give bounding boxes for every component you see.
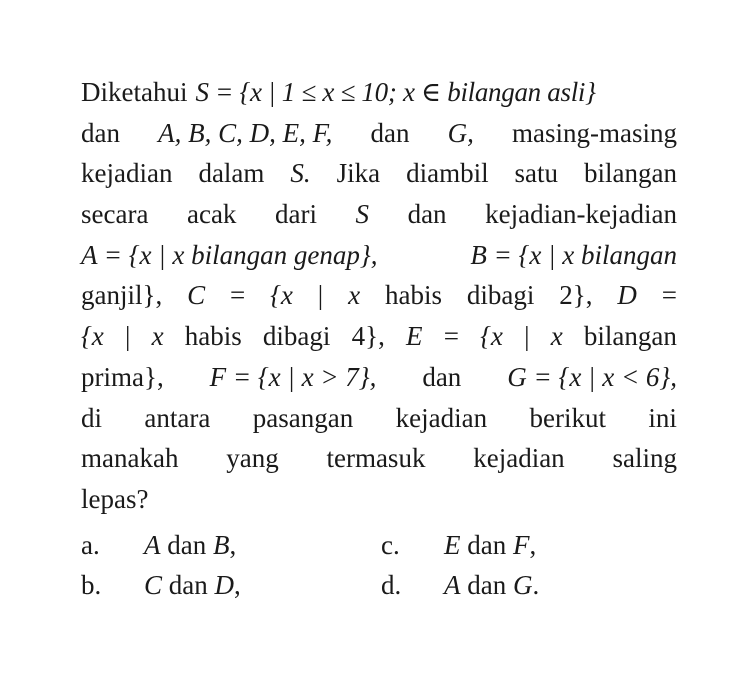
set-s: S. — [290, 158, 311, 189]
question-line-3 — [81, 153, 677, 194]
word: Diketahui — [81, 77, 188, 107]
event-g: G, — [447, 117, 474, 148]
word: dalam — [198, 158, 265, 189]
punctuation: , — [529, 530, 537, 560]
word: diambil — [406, 158, 489, 189]
options-row-2 — [81, 565, 681, 605]
event-label: D — [214, 570, 234, 600]
question-line-7 — [81, 316, 677, 357]
event-label: B — [212, 530, 230, 560]
word: bilangan — [583, 321, 677, 352]
event-d: D — [617, 280, 637, 311]
punctuation: , — [234, 570, 241, 600]
symbol: = — [443, 321, 459, 352]
symbol: = — [230, 280, 246, 311]
question-line-10 — [81, 438, 677, 479]
question-line-2 — [81, 113, 677, 154]
word: dari — [274, 199, 317, 230]
word: dan — [81, 117, 120, 148]
options-row-1 — [81, 525, 681, 565]
event-list: A, B, C, D, E, F, — [158, 117, 333, 148]
symbol: {x — [81, 321, 104, 352]
question-text — [81, 72, 677, 520]
word: kejadian — [395, 402, 488, 433]
word: kejadian-kejadian — [485, 199, 677, 230]
word: ini — [648, 402, 677, 433]
event-label: A — [144, 530, 161, 560]
option-text — [144, 525, 236, 565]
option-text — [444, 525, 536, 565]
symbol: x — [348, 280, 361, 311]
word: kejadian — [473, 443, 565, 474]
event-label: G — [512, 570, 533, 600]
option-letter: d. — [381, 570, 402, 600]
word: lepas? — [81, 483, 149, 514]
option-c[interactable] — [381, 525, 681, 565]
symbol: | — [524, 321, 530, 352]
word: pasangan — [252, 402, 354, 433]
event-f-definition: F = {x | x > 7}, — [209, 361, 377, 392]
option-letter: c. — [381, 530, 400, 560]
word: saling — [612, 443, 677, 474]
event-label: F — [512, 530, 530, 560]
option-a[interactable] — [81, 525, 381, 565]
word: dibagi — [466, 280, 535, 311]
word: kejadian — [81, 158, 173, 189]
event-label: E — [444, 530, 461, 560]
question-line-1 — [81, 72, 677, 113]
option-letter: b. — [81, 570, 102, 600]
option-text — [144, 565, 241, 605]
set-s-definition: S = {x | 1 ≤ x ≤ 10; x ∈ bilangan asli} — [195, 77, 596, 107]
symbol: | — [124, 321, 131, 352]
event-e: E — [406, 321, 423, 352]
word: 2}, — [559, 280, 593, 311]
event-label: A — [444, 570, 461, 600]
word: prima}, — [81, 361, 164, 392]
word: dan — [422, 361, 462, 392]
symbol: x — [151, 321, 164, 352]
question-line-8 — [81, 357, 677, 398]
connector: dan — [168, 570, 208, 600]
word: di — [81, 402, 103, 433]
punctuation: . — [532, 570, 540, 600]
option-b[interactable] — [81, 565, 381, 605]
connector: dan — [467, 530, 507, 560]
word: dan — [370, 117, 410, 148]
connector: dan — [467, 570, 507, 600]
event-a-definition: A = {x | x bilangan genap}, — [81, 239, 378, 270]
word: bilangan — [584, 158, 677, 189]
word: habis — [184, 321, 242, 352]
set-s: S — [355, 199, 370, 230]
event-g-definition: G = {x | x < 6}, — [507, 361, 677, 392]
question-line-6 — [81, 275, 677, 316]
event-b-definition: B = {x | x bilangan — [470, 239, 677, 270]
question-line-4 — [81, 194, 677, 235]
word: termasuk — [326, 443, 426, 474]
event-c: C — [187, 280, 206, 311]
option-letter: a. — [81, 530, 100, 560]
connector: dan — [167, 530, 207, 560]
word: berikut — [529, 402, 607, 433]
word: masing-masing — [511, 117, 677, 148]
punctuation: , — [229, 530, 237, 560]
event-label: C — [144, 570, 163, 600]
word: habis — [384, 280, 442, 311]
word: 4}, — [351, 321, 385, 352]
question-line-11 — [81, 479, 677, 520]
option-d[interactable] — [381, 565, 681, 605]
word: antara — [144, 402, 211, 433]
word: acak — [186, 199, 237, 230]
word: secara — [81, 199, 149, 230]
question-line-9 — [81, 398, 677, 439]
answer-options — [81, 525, 681, 605]
symbol: {x — [480, 321, 503, 352]
symbol: {x — [270, 280, 293, 311]
word: dibagi — [262, 321, 331, 352]
symbol: | — [317, 280, 324, 311]
word: ganjil}, — [81, 280, 163, 311]
question-line-5 — [81, 235, 677, 276]
word: satu — [514, 158, 559, 189]
symbol: = — [661, 280, 677, 311]
symbol: x — [550, 321, 563, 352]
word: dan — [407, 199, 447, 230]
word: Jika — [336, 158, 381, 189]
word: manakah — [81, 443, 179, 474]
word: yang — [226, 443, 279, 474]
option-text — [444, 565, 539, 605]
